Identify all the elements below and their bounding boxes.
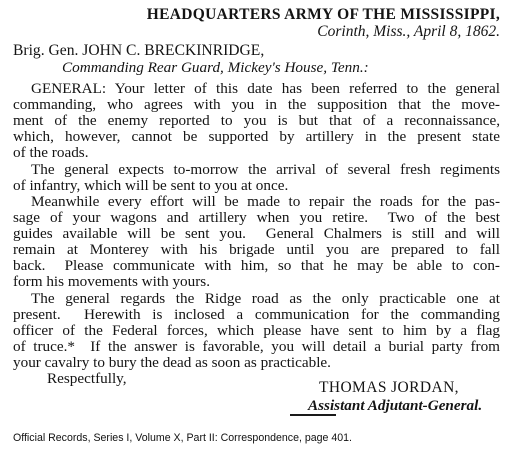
letter-heading: HEADQUARTERS ARMY OF THE MISSISSIPPI, [146, 6, 500, 23]
paragraph-4-line-2: present. Herewith is inclosed a communication for the commanding [13, 306, 500, 323]
addressee-command: Commanding Rear Guard, Mickey's House, Tenn.: [62, 59, 369, 76]
paragraph-3-line-3: guides available will be sent you. General Chalmers is still and will [13, 225, 500, 242]
paragraph-1-line-2: commanding, who agrees with you in the supposition that the move- [13, 96, 500, 113]
addressee-name: Brig. Gen. JOHN C. BRECKINRIDGE, [13, 42, 265, 59]
paragraph-2-line-1: The general expects to-morrow the arrival of several fresh regiments [31, 161, 500, 178]
divider-rule [290, 414, 336, 416]
paragraph-4-line-1: The general regards the Ridge road as the only practicable one at [31, 290, 500, 307]
signature-title: Assistant Adjutant-General. [308, 397, 483, 414]
paragraph-1-line-1: GENERAL: Your letter of this date has been referred to the general [31, 80, 500, 97]
paragraph-4-line-5: your cavalry to bury the dead as soon as practicable. [13, 354, 331, 371]
source-caption: Official Records, Series I, Volume X, Part II: Correspondence, page 401. [13, 432, 352, 444]
paragraph-3-line-6: form his movements with yours. [13, 273, 210, 290]
letter-place-date: Corinth, Miss., April 8, 1862. [317, 23, 500, 40]
paragraph-3-line-2: sage of your wagons and artillery when you retire. Two of the best [13, 209, 500, 226]
paragraph-1-line-3: ment of the enemy reported to you is but that of a reconnaissance, [13, 112, 500, 129]
paragraph-3-line-1: Meanwhile every effort will be made to repair the roads for the pas- [31, 193, 500, 210]
closing: Respectfully, [47, 370, 127, 387]
paragraph-2-line-2: of infantry, which will be sent to you at once. [13, 177, 289, 194]
paragraph-4-line-3: officer of the Federal forces, which please have sent to him by a flag [13, 322, 500, 339]
signature-name: THOMAS JORDAN, [319, 379, 459, 396]
paragraph-4-line-4: of truce.* If the answer is favorable, you will detail a burial party from [13, 338, 500, 355]
paragraph-1-line-4: which, however, cannot be supported by artillery in the present state [13, 128, 500, 145]
paragraph-1-line-5: of the roads. [13, 144, 89, 161]
paragraph-3-line-5: back. Please communicate with him, so that he may be able to con- [13, 257, 500, 274]
paragraph-3-line-4: remain at Monterey with his brigade until you are prepared to fall [13, 241, 500, 258]
